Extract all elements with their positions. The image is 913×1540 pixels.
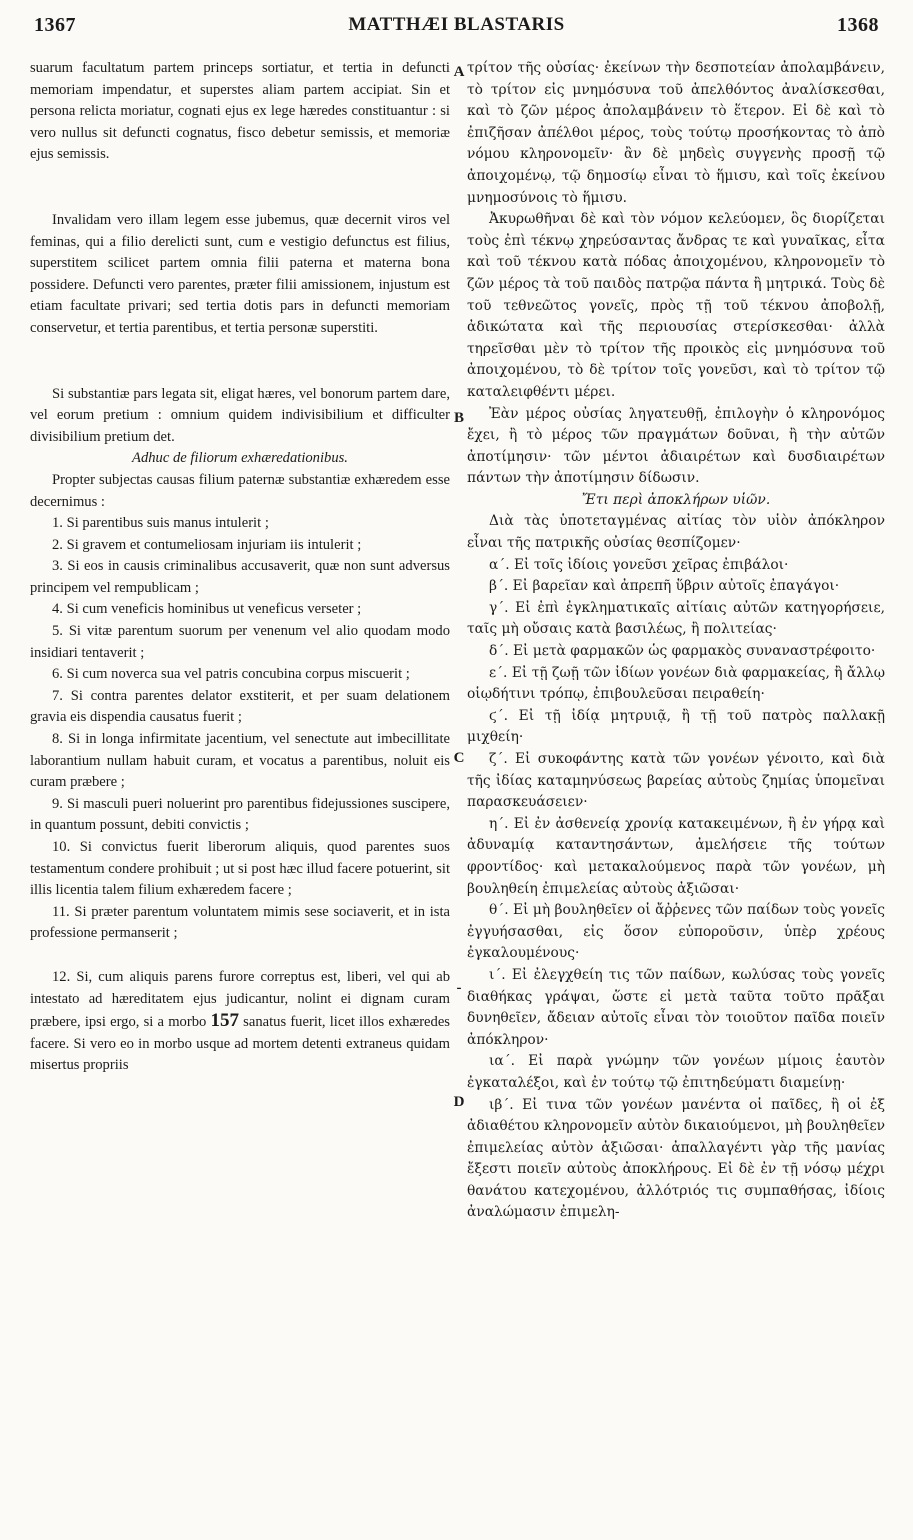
section-marker-d: D (453, 1094, 465, 1110)
greek-item: ι΄. Εἰ ἐλεγχθείη τις τῶν παίδων, κωλύσας τοὺς γονεῖς διαθήκας γράψαι, ὥστε εἰ μετὰ ταῦτα τοῦτο πρᾶξαι δυνηθεῖεν, ἄδειαν αὐτοῖς εἶναι τὸν τοιοῦτον παῖδα ποιεῖν ἀπόκληρον· (467, 966, 885, 1048)
greek-paragraph: Ἐὰν μέρος οὐσίας ληγατευθῇ, ἐπιλογὴν ὁ κληρονόμος ἔχει, ἢ τὸ μέρος τῶν πραγμάτων δοῦναι, ἢ τὴν αὐτῶν ἀποτίμησιν· τῶν μέντοι ἀδιαιρέτων καὶ δυσδιαιρέτων πάντων τὴν ἀποτίμησιν δίδωσιν. (467, 405, 885, 487)
latin-intro: Propter subjectas causas filium paternæ substantiæ exhæredem esse decernimus : (30, 471, 450, 510)
latin-item-last (30, 967, 450, 1077)
greek-item: α΄. Εἰ τοῖς ἰδίοις γονεῦσι χεῖρας ἐπιβάλοι· (489, 556, 789, 573)
greek-rubric: Ἔτι περὶ ἀποκλήρων υἱῶν. (581, 491, 771, 508)
greek-item: ϛ΄. Εἰ τῇ ἰδίᾳ μητρυιᾷ, ἢ τῇ τοῦ πατρὸς παλλακῇ μιχθείη· (467, 707, 885, 746)
right-page-number: 1368 (837, 14, 879, 36)
latin-item: 7. Si contra parentes delator exstiterit, et per suam delationem gravia eis dispendia causatus fuerit ; (30, 687, 450, 726)
greek-item: η΄. Εἰ ἐν ἀσθενείᾳ χρονίᾳ κατακειμένων, ἢ ἐν γήρᾳ καὶ ἀδυναμίᾳ καταντησάντων, ἀμελήσειε τῆς τούτων φροντίδος· καὶ μετακαλούμενος παρὰ τῶν γονέων, μὴ βουληθείη ἐπιμελείας αὐτοὺς ἀξιῶσαι· (467, 815, 885, 897)
latin-item: 1. Si parentibus suis manus intulerit ; (52, 515, 269, 532)
greek-item: β΄. Εἰ βαρεῖαν καὶ ἀπρεπῆ ὕβριν αὐτοῖς ἐπαγάγοι· (489, 578, 840, 595)
latin-item-12-part-b: sanatus fuerit, licet illos exhæredes facere. Si vero eo in morbo usque ad mortem detenti extraneus quidam misertus propriis (30, 1014, 450, 1074)
greek-item: δ΄. Εἰ μετὰ φαρμακῶν ὡς φαρμακὸς συναναστρέφοιτο· (489, 643, 876, 660)
greek-item: ια΄. Εἰ παρὰ γνώμην τῶν γονέων μίμοις ἑαυτὸν ἐγκαταλέξοι, καὶ ἐν τούτῳ τῷ ἐπιτηδεύματι διαμείνῃ· (467, 1053, 885, 1091)
greek-item: ε΄. Εἰ τῇ ζωῇ τῶν ἰδίων γονέων διὰ φαρμακείας, ἢ ἄλλῳ οἱῳδήτινι τρόπῳ, ἐπιβουλεῦσαι πειραθείη· (467, 664, 885, 703)
latin-item: 5. Si vitæ parentum suorum per venenum vel alio quodam modo insidiari tentaverit ; (30, 623, 450, 661)
greek-intro: Διὰ τὰς ὑποτεταγμένας αἰτίας τὸν υἱὸν ἀπόκληρον εἶναι τῆς πατρικῆς οὐσίας θεσπίζομεν· (467, 513, 885, 552)
greek-item: θ΄. Εἰ μὴ βουληθεῖεν οἱ ἄῤῥενες τῶν παίδων τοὺς γονεῖς ἐγγυήσασθαι, εἰς ὅσον εὐποροῦσιν, ὑπὲρ χρέους ἐγκαλουμένους· (467, 902, 885, 962)
latin-item-12-part-a: 12. Si, cum aliquis parens furore correptus est, liberi, vel qui ab intestato ad hæreditatem ejus judicantur, nolint ei dignam curam præbere, ipsi ergo, si a morbo (30, 968, 450, 1031)
greek-paragraph: Ἀκυρωθῆναι δὲ καὶ τὸν νόμον κελεύομεν, ὃς διορίζεται τοὺς ἐπὶ τέκνῳ χηρεύσαντας ἄνδρας τε καὶ γυναῖκας, εἶτα καὶ τοῦ τέκνου κατὰ πόδας ἀποιχομένου, κληρονομεῖν τὸ ζῶν μέρος τὰ τοῦ παιδὸς πατρῷα πάντα ἢ μητρικά. Τοὺς δὲ τοῦ τεθνεῶτος γονεῖς, πρὸς τῇ τοῦ τέκνου ἀποβολῇ, ἀδικώτατα καὶ τῆς περιουσίας στερίσκεσθαι· ἀλλὰ τηρεῖσθαι μὲν τὸ τρίτον τῆς προικὸς εἰς μνημόσυνα τοῦ ἀποιχομένου, τὸ δὲ τρίτον τοῖς γονεῦσι, καὶ τὸ τρίτον τῷ καταλειφθέντι μέρει. (467, 211, 885, 400)
latin-item: 2. Si gravem et contumeliosam injuriam iis intulerit ; (52, 536, 362, 553)
latin-item: 10. Si convictus fuerit liberorum aliquis, quod parentes suos testamentum condere prohibuit ; ut si post hæc illud facere potuerint, sit illis licentia talem filium exhæredem facere ; (30, 839, 450, 899)
margin-dash: - (456, 980, 462, 996)
greek-item: γ΄. Εἰ ἐπὶ ἐγκληματικαῖς αἰτίαις αὐτῶν κατηγορήσειε, ταῖς μὴ οὔσαις κατὰ βασιλέως, ἢ πολιτείας· (467, 599, 885, 638)
section-marker-a: A (453, 64, 465, 80)
latin-paragraph: Si substantiæ pars legata sit, eligat hæres, vel bonorum partem dare, vel eorum pretium : omnium quidem indivisibilium et difficulter divisibilium pretium det. (30, 385, 450, 445)
running-title: MATTHÆI BLASTARIS (348, 14, 565, 35)
page-header (30, 14, 883, 44)
latin-item: 11. Si præter parentum voluntatem mimis sese sociaverit, et in ista professione permanserit ; (30, 903, 450, 942)
greek-item: ιβ΄. Εἰ τινα τῶν γονέων μανέντα οἱ παῖδες, ἢ οἱ ἐξ ἀδιαθέτου κληρονομεῖν αὐτὸν δικαιούμενοι, μὴ βουληθεῖεν ἐπιμελείας αὐτὸν ἀξιῶσαι· ἀπαλλαγέντι γὰρ τῆς μανίας ἔξεστι ποιεῖν αὐτοὺς ἀποκλήρους. Εἰ δὲ ἐν τῇ νόσῳ μέχρι θανάτου κατεχομένου, ἀλλότριός τις συμπαθήσας, ἰδίοις ἀναλώμασιν ἐπιμελη- (467, 1096, 885, 1221)
latin-item: 9. Si masculi pueri noluerint pro parentibus fidejussiones suscipere, in quantum possunt, debiti convictis ; (30, 795, 450, 834)
left-page-number: 1367 (34, 14, 76, 36)
latin-item: 3. Si eos in causis criminalibus accusaverit, quæ non sunt adversus principem vel rempublicam ; (30, 558, 450, 596)
greek-column (467, 58, 885, 1526)
latin-paragraph: suarum facultatum partem princeps sortiatur, et tertia in defuncti memoriam impendatur, et superstes aliam partem accipiat. Sin et persona relicta moriatur, cognati ejus ex lege hæredes constituantur : si vero nullus sit defuncti cognatus, fisco debetur semissis, et memoriæ ejus semissis. (30, 60, 450, 163)
section-marker-b: B (453, 410, 464, 426)
latin-item: 4. Si cum veneficis hominibus ut veneficus verseter ; (52, 601, 362, 618)
latin-paragraph: Invalidam vero illam legem esse jubemus, quæ decernit viros vel feminas, qui a filio derelicti sunt, cum e vestigio defunctus est filius, superstitem scilicet partem omnia filii paterna et materna bona possidere. Defuncti vero parentes, præter filii amissionem, injustum est etiam facultate privari; sed tertia dotis pars in defuncti memoriam conservetur, et tertia parentibus, et tertia personæ superstiti. (30, 211, 450, 336)
greek-paragraph: τρίτον τῆς οὐσίας· ἐκείνων τὴν δεσποτείαν ἀπολαμβάνειν, τὸ τρίτον εἰς μνημόσυνα τοῦ ἀπελθόντος ἀναλίσκεσθαι, καὶ τὸ ζῶν μέρος ἀπολαμβάνειν τὸ ἕτερον. Εἰ δὲ καὶ τὸ ἐπιζῆσαν ἀπέλθοι μέρος, τοὺς τούτῳ προσήκοντας τὸ ἀπὸ νόμου κληρονομεῖν· ἂν δὲ μηδεὶς συγγενὴς προσῇ τῷ ἀποιχομένῳ, τῷ δημοσίῳ εἶναι τὸ ἥμισυ, καὶ τοῖς ἐκείνου μνημοσύνοις τὸ ἥμισυ. (467, 60, 885, 206)
latin-item: 6. Si cum noverca sua vel patris concubina corpus miscuerit ; (52, 666, 410, 683)
latin-rubric: Adhuc de filiorum exhæredationibus. (132, 450, 348, 467)
signature-mark: 157 (210, 1010, 239, 1032)
latin-item: 8. Si in longa infirmitate jacentium, vel senectute aut imbecillitate laborantium nullam habuit curam, et vocatus a parentibus, noluit eis curam præbere ; (30, 731, 450, 791)
latin-column (30, 58, 450, 1526)
section-marker-c: C (453, 750, 465, 766)
greek-item: ζ΄. Εἰ συκοφάντης κατὰ τῶν γονέων γένοιτο, καὶ διὰ τῆς ἰδίας καταμηνύσεως βαρείας αὐτοὺς ζημίας ὑπομεῖναι παρασκευάσειεν· (467, 751, 885, 811)
